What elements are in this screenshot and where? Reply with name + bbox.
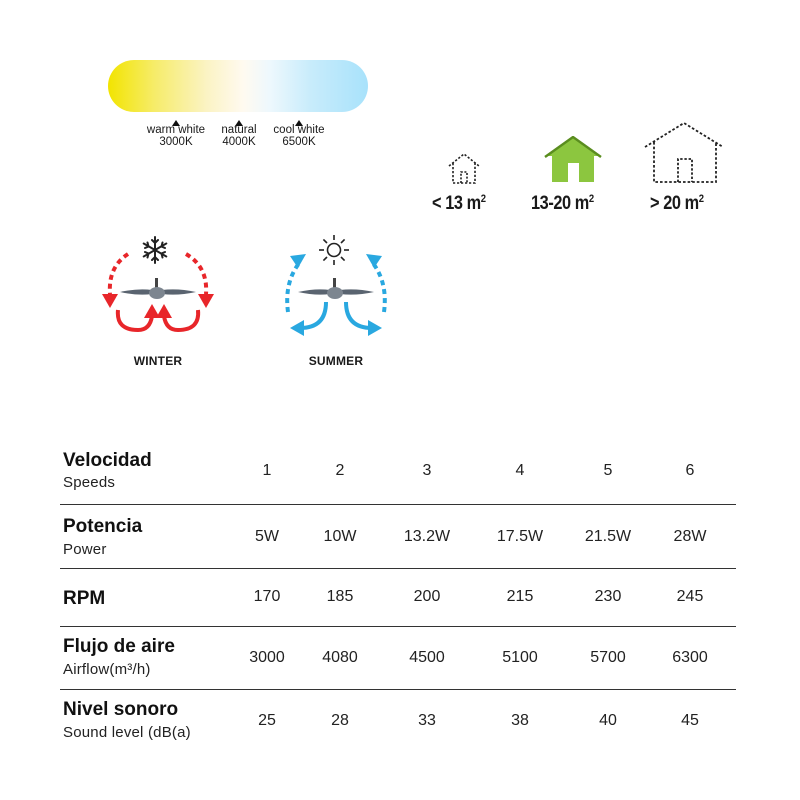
room-size-label: < 13 m <box>432 193 481 214</box>
marker-triangle-icon <box>172 120 180 126</box>
table-cell: 245 <box>676 588 704 605</box>
row-divider <box>60 689 736 690</box>
table-cell: 5700 <box>590 649 626 666</box>
table-cell: 4 <box>515 462 525 479</box>
table-cell: 230 <box>594 588 622 605</box>
table-cell: 6 <box>685 462 695 479</box>
table-cell: 10W <box>323 528 357 545</box>
temp-mark-label: cool white <box>273 124 325 136</box>
table-cell: 33 <box>418 712 436 729</box>
table-cell: 17.5W <box>496 528 544 545</box>
table-cell: 170 <box>253 588 281 605</box>
table-cell: 215 <box>506 588 534 605</box>
row-title: Velocidad <box>63 450 152 471</box>
ceiling-fan-icon <box>298 278 374 299</box>
table-cell: 28 <box>331 712 349 729</box>
table-cell: 28W <box>673 528 707 545</box>
table-cell: 40 <box>599 712 617 729</box>
temp-mark-cool <box>254 122 344 148</box>
winter-fan-illustration <box>98 232 222 344</box>
season-label-winter: WINTER <box>133 354 183 368</box>
room-size-large <box>650 193 704 215</box>
marker-triangle-icon <box>295 120 303 126</box>
sun-icon <box>319 235 349 265</box>
temp-mark-kelvin: 3000K <box>159 136 193 148</box>
room-size-medium <box>531 193 594 215</box>
table-cell: 6300 <box>672 649 708 666</box>
room-size-label: 13-20 m <box>531 193 589 214</box>
row-divider <box>60 504 736 505</box>
ceiling-fan-icon <box>120 278 196 299</box>
table-cell: 5100 <box>502 649 538 666</box>
small-house-icon <box>446 150 486 186</box>
row-title: Potencia <box>63 516 143 537</box>
table-cell: 185 <box>326 588 354 605</box>
row-title: RPM <box>63 588 106 609</box>
table-cell: 1 <box>262 462 272 479</box>
table-cell: 3000 <box>249 649 285 666</box>
table-cell: 45 <box>681 712 699 729</box>
table-cell: 200 <box>413 588 441 605</box>
room-size-label: > 20 m <box>650 193 699 214</box>
room-size-small <box>432 193 486 215</box>
room-size-exp: 2 <box>480 193 486 205</box>
table-cell: 5W <box>255 528 279 545</box>
row-title: Nivel sonoro <box>63 699 179 720</box>
row-divider <box>60 626 736 627</box>
table-cell: 21.5W <box>584 528 632 545</box>
marker-triangle-icon <box>235 120 243 126</box>
table-cell: 4080 <box>322 649 358 666</box>
table-cell: 3 <box>422 462 432 479</box>
row-title: Flujo de aire <box>63 636 175 657</box>
temp-mark-kelvin: 6500K <box>282 136 316 148</box>
row-divider <box>60 568 736 569</box>
table-cell: 25 <box>258 712 276 729</box>
row-subtitle: Sound level (dB(a) <box>63 724 191 741</box>
row-subtitle: Speeds <box>63 474 116 491</box>
season-label-summer: SUMMER <box>308 354 364 368</box>
table-cell: 2 <box>335 462 345 479</box>
row-subtitle: Airflow(m³/h) <box>63 661 151 678</box>
table-cell: 5 <box>603 462 613 479</box>
temp-mark-label: warm white <box>146 124 206 136</box>
table-cell: 13.2W <box>403 528 451 545</box>
medium-house-icon <box>543 136 605 186</box>
table-cell: 38 <box>511 712 529 729</box>
color-temperature-bar <box>108 60 368 112</box>
room-size-exp: 2 <box>698 193 704 205</box>
room-size-exp: 2 <box>588 193 594 205</box>
row-subtitle: Power <box>63 541 107 558</box>
temp-mark-kelvin: 4000K <box>222 136 256 148</box>
summer-fan-illustration <box>276 232 400 344</box>
large-house-icon <box>642 121 726 185</box>
temp-mark-label: natural <box>221 124 257 136</box>
table-cell: 4500 <box>409 649 445 666</box>
snowflake-icon <box>144 237 167 263</box>
